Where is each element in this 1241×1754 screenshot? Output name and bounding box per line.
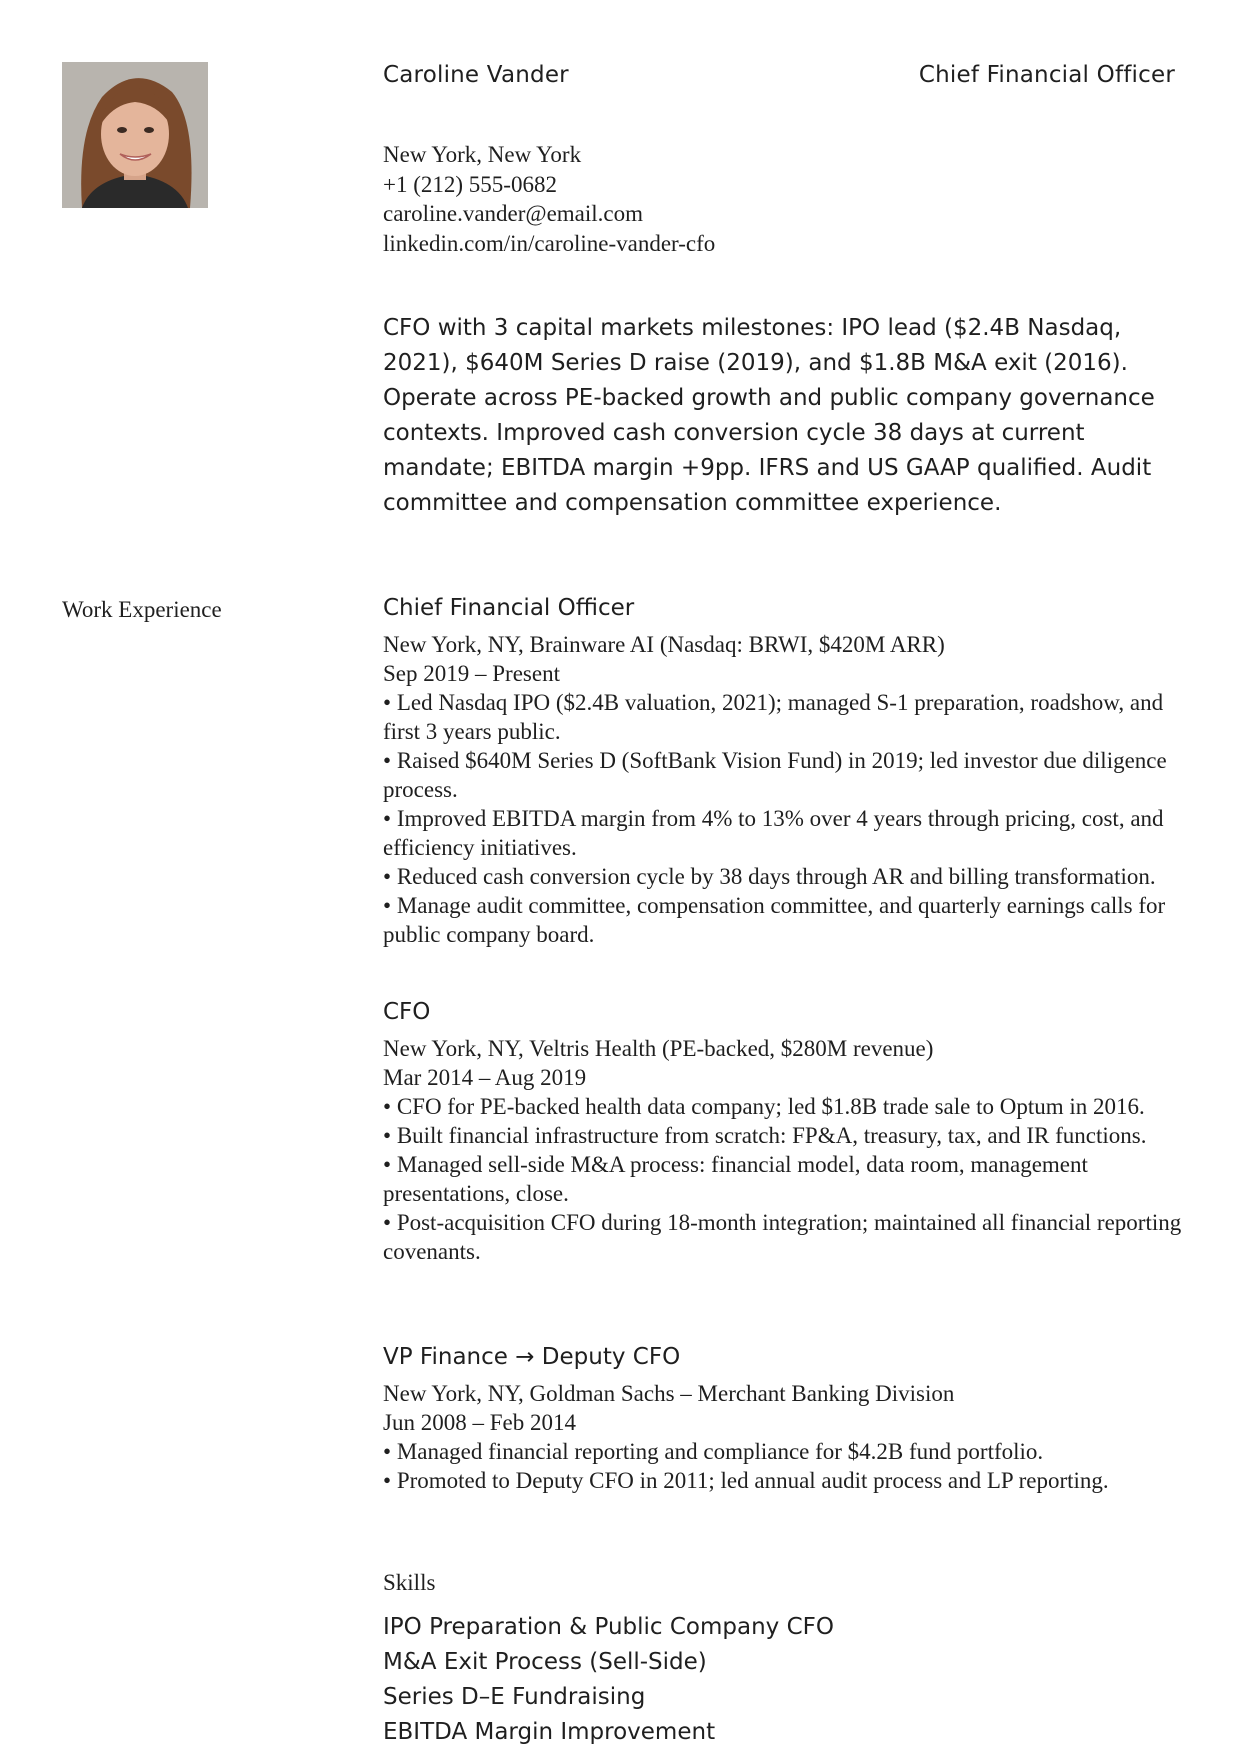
portrait-image	[62, 62, 208, 208]
skill-item: IPO Preparation & Public Company CFO	[383, 1614, 834, 1640]
candidate-title: Chief Financial Officer	[918, 62, 1175, 88]
job-bullet: • Raised $640M Series D (SoftBank Vision Fund) in 2019; led investor due diligence process.	[383, 746, 1183, 804]
job-dates: Mar 2014 – Aug 2019	[383, 1064, 587, 1090]
job-bullet-list	[383, 688, 1183, 949]
job-title: Chief Financial Officer	[383, 595, 635, 621]
skill-item: EBITDA Margin Improvement	[383, 1719, 716, 1745]
job-bullet: • Led Nasdaq IPO ($2.4B valuation, 2021); managed S-1 preparation, roadshow, and first 3 years public.	[383, 688, 1183, 746]
job-title: CFO	[383, 999, 431, 1025]
job-bullet: • Post-acquisition CFO during 18-month integration; maintained all financial reporting covenants.	[383, 1208, 1183, 1266]
contact-phone: +1 (212) 555-0682	[383, 171, 557, 197]
job-bullet: • Managed financial reporting and compliance for $4.2B fund portfolio.	[383, 1437, 1183, 1466]
job-bullet-list	[383, 1437, 1183, 1495]
job-bullet: • Improved EBITDA margin from 4% to 13% over 4 years through pricing, cost, and efficiency initiatives.	[383, 804, 1183, 862]
job-bullet: • Managed sell-side M&A process: financial model, data room, management presentations, close.	[383, 1150, 1183, 1208]
job-location-company: New York, NY, Goldman Sachs – Merchant Banking Division	[383, 1381, 955, 1406]
skill-item: M&A Exit Process (Sell-Side)	[383, 1649, 707, 1675]
contact-block	[383, 140, 715, 258]
job-bullet-list	[383, 1092, 1183, 1266]
profile-photo	[62, 62, 208, 208]
job-bullet: • Manage audit committee, compensation committee, and quarterly earnings calls for public company board.	[383, 891, 1183, 949]
job-bullet: • Reduced cash conversion cycle by 38 days through AR and billing transformation.	[383, 862, 1183, 891]
candidate-name: Caroline Vander	[383, 62, 569, 88]
contact-email[interactable]: caroline.vander@email.com	[383, 201, 644, 226]
job-bullet: • CFO for PE-backed health data company; led $1.8B trade sale to Optum in 2016.	[383, 1092, 1183, 1121]
skills-list	[383, 1610, 834, 1750]
job-entry	[383, 999, 1183, 1266]
contact-location: New York, New York	[383, 142, 582, 167]
job-entry	[383, 595, 1183, 949]
job-bullet: • Promoted to Deputy CFO in 2011; led annual audit process and LP reporting.	[383, 1466, 1183, 1495]
work-experience-heading: Work Experience	[62, 597, 222, 622]
job-location-company: New York, NY, Veltris Health (PE-backed, $280M revenue)	[383, 1036, 934, 1061]
skills-heading: Skills	[383, 1570, 436, 1595]
skill-item: Series D–E Fundraising	[383, 1684, 646, 1710]
job-title: VP Finance → Deputy CFO	[383, 1344, 681, 1370]
job-dates: Sep 2019 – Present	[383, 660, 560, 686]
contact-linkedin[interactable]: linkedin.com/in/caroline-vander-cfo	[383, 230, 716, 256]
job-location-company: New York, NY, Brainware AI (Nasdaq: BRWI, $420M ARR)	[383, 632, 945, 657]
job-dates: Jun 2008 – Feb 2014	[383, 1409, 576, 1435]
job-bullet: • Built financial infrastructure from scratch: FP&A, treasury, tax, and IR functions.	[383, 1121, 1183, 1150]
professional-summary: CFO with 3 capital markets milestones: IPO lead ($2.4B Nasdaq, 2021), $640M Series D raise (2019), and $1.8B M&A exit (2016). Operate across PE-backed growth and public company governance contexts. Improved cash conversion cycle 38 days at current mandate; EBITDA margin +9pp. IFRS and US GAAP qualified. Audit committee and compensation committee experience.	[383, 315, 1155, 516]
job-entry	[383, 1344, 1183, 1495]
